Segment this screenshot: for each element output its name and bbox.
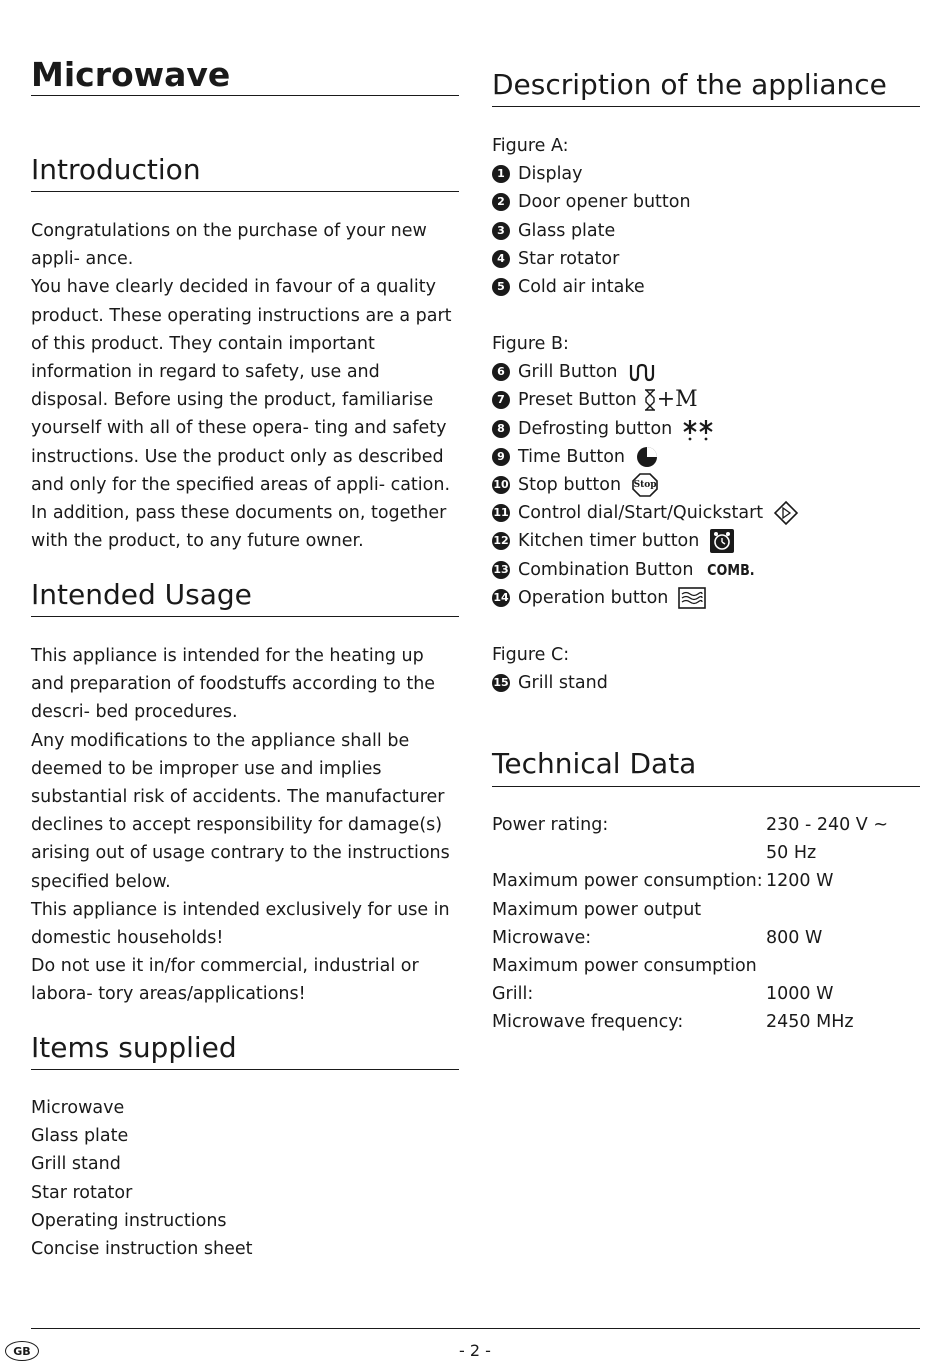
item-label: Door opener button	[518, 192, 691, 213]
comb-icon-text: COMB.	[707, 560, 756, 579]
item-label: Time Button	[518, 446, 626, 467]
introduction-rule	[31, 191, 459, 192]
list-item	[492, 217, 691, 245]
intended-usage-paragraph: Any modifications to the appliance shall be deemed to be improper use and implies substantial risk of accidents. The manufacturer declines to accept responsibility for damage(s) arising out of usage contrary to the instructions specified below.	[31, 730, 450, 892]
list-item: Microwave	[31, 1098, 125, 1118]
kitchen-timer-icon	[709, 528, 735, 554]
table-row	[492, 839, 888, 867]
number-badge: 3	[492, 222, 510, 240]
list-item	[492, 188, 691, 216]
table-key: Microwave:	[492, 927, 592, 948]
list-item	[492, 160, 691, 188]
technical-data-heading: Technical Data	[492, 747, 697, 780]
table-row	[492, 867, 888, 895]
intended-usage-rule	[31, 616, 459, 617]
item-label: Display	[518, 164, 583, 185]
intended-usage-text	[31, 642, 459, 1009]
intended-usage-paragraph: This appliance is intended exclusively for use in domestic households!	[31, 899, 450, 949]
item-label: Kitchen timer button	[518, 531, 700, 552]
number-badge: 9	[492, 448, 510, 466]
introduction-heading: Introduction	[31, 153, 201, 186]
item-label: Cold air intake	[518, 276, 645, 297]
language-badge: GB	[5, 1341, 39, 1361]
technical-data-rule	[492, 786, 920, 787]
table-key: Microwave frequency:	[492, 1012, 684, 1033]
list-item	[492, 499, 799, 527]
list-item	[492, 245, 691, 273]
operation-icon	[678, 587, 706, 609]
item-label: Stop button	[518, 474, 622, 495]
list-item: Star rotator	[31, 1182, 133, 1203]
table-row	[492, 980, 888, 1008]
table-key: Maximum power consumption:	[492, 871, 763, 892]
number-badge: 15	[492, 674, 510, 692]
introduction-paragraph: Congratulations on the purchase of your new appli- ance.	[31, 221, 427, 270]
number-badge: 1	[492, 165, 510, 183]
figure-a-label: Figure A:	[492, 136, 569, 156]
intended-usage-heading: Intended Usage	[31, 578, 252, 611]
number-badge: 13	[492, 561, 510, 579]
list-item: Grill stand	[31, 1154, 121, 1175]
table-row	[492, 1008, 888, 1036]
list-item	[492, 273, 691, 301]
table-value: 1200 W	[766, 871, 834, 892]
table-key: Grill:	[492, 984, 534, 1005]
technical-data-table	[492, 811, 888, 1037]
table-key	[492, 839, 766, 867]
number-badge: 8	[492, 420, 510, 438]
items-supplied-heading: Items supplied	[31, 1031, 237, 1064]
table-row	[492, 811, 888, 839]
number-badge: 14	[492, 589, 510, 607]
list-item: Operating instructions	[31, 1210, 227, 1231]
number-badge: 12	[492, 532, 510, 550]
start-diamond-icon	[773, 500, 799, 526]
items-supplied-list	[31, 1094, 252, 1263]
table-value: 2450 MHz	[766, 1012, 854, 1033]
item-label: Control dial/Start/Quickstart	[518, 503, 764, 524]
number-badge: 4	[492, 250, 510, 268]
number-badge: 7	[492, 391, 510, 409]
list-item	[492, 443, 799, 471]
introduction-paragraph: You have clearly decided in favour of a quality product. These operating instructions are a part of this product. They contain important information in regard to safety, use and disposal. Before using the product, familiarise yourself with all of these opera- ting and safety instructions. Use the product only as described and only for the specified areas of appli- cation. In addition, pass these documents on, together with the product, to any future owner.	[31, 277, 452, 552]
item-label: Defrosting button	[518, 418, 673, 439]
table-row	[492, 896, 888, 924]
number-badge: 2	[492, 193, 510, 211]
number-badge: 5	[492, 278, 510, 296]
figure-b-label: Figure B:	[492, 334, 569, 354]
list-item	[492, 669, 608, 697]
table-value: 230 - 240 V ~	[766, 815, 889, 835]
stop-icon-text: Stop	[633, 479, 657, 490]
figure-a-list	[492, 132, 691, 301]
list-item	[492, 556, 799, 584]
items-supplied-rule	[31, 1069, 459, 1070]
item-label: Combination Button	[518, 559, 694, 580]
footer-rule	[31, 1328, 920, 1329]
figure-b-list	[492, 330, 799, 612]
title-rule	[31, 95, 459, 96]
description-rule	[492, 106, 920, 107]
item-label: Operation button	[518, 587, 669, 608]
figure-c-list	[492, 641, 608, 697]
table-row	[492, 952, 888, 980]
preset-icon-text: +M	[656, 387, 698, 413]
grill-icon	[628, 361, 656, 383]
item-label: Grill Button	[518, 362, 618, 383]
item-label: Star rotator	[518, 248, 620, 269]
intended-usage-paragraph: This appliance is intended for the heating up and preparation of foodstuffs according to the descri- bed procedures.	[31, 646, 436, 723]
list-item	[492, 386, 799, 414]
table-value: 800 W	[766, 927, 823, 948]
list-item	[492, 527, 799, 555]
number-badge: 10	[492, 476, 510, 494]
number-badge: 6	[492, 363, 510, 381]
stop-icon	[631, 472, 659, 498]
time-icon	[635, 445, 659, 469]
description-heading: Description of the appliance	[492, 68, 887, 101]
table-key: Maximum power consumption	[492, 955, 757, 976]
intended-usage-paragraph: Do not use it in/for commercial, industrial or labora- tory areas/applications!	[31, 956, 419, 1005]
table-key: Maximum power output	[492, 899, 702, 920]
item-label: Glass plate	[518, 220, 616, 241]
table-row	[492, 924, 888, 952]
defrost-icon	[682, 417, 716, 441]
item-label: Grill stand	[518, 673, 608, 694]
figure-c-label: Figure C:	[492, 645, 570, 665]
page-title: Microwave	[31, 55, 231, 94]
list-item	[492, 415, 799, 443]
introduction-text	[31, 217, 459, 555]
list-item: Concise instruction sheet	[31, 1238, 253, 1259]
list-item	[492, 471, 799, 499]
table-value: 1000 W	[766, 984, 834, 1005]
table-key: Power rating:	[492, 815, 609, 835]
list-item: Glass plate	[31, 1126, 129, 1147]
page-number: - 2 -	[459, 1341, 491, 1360]
list-item	[492, 584, 799, 612]
list-item	[492, 358, 799, 386]
comb-icon	[703, 556, 759, 584]
number-badge: 11	[492, 504, 510, 522]
table-value: 50 Hz	[766, 843, 817, 864]
item-label: Preset Button	[518, 390, 637, 411]
preset-icon	[643, 388, 698, 412]
